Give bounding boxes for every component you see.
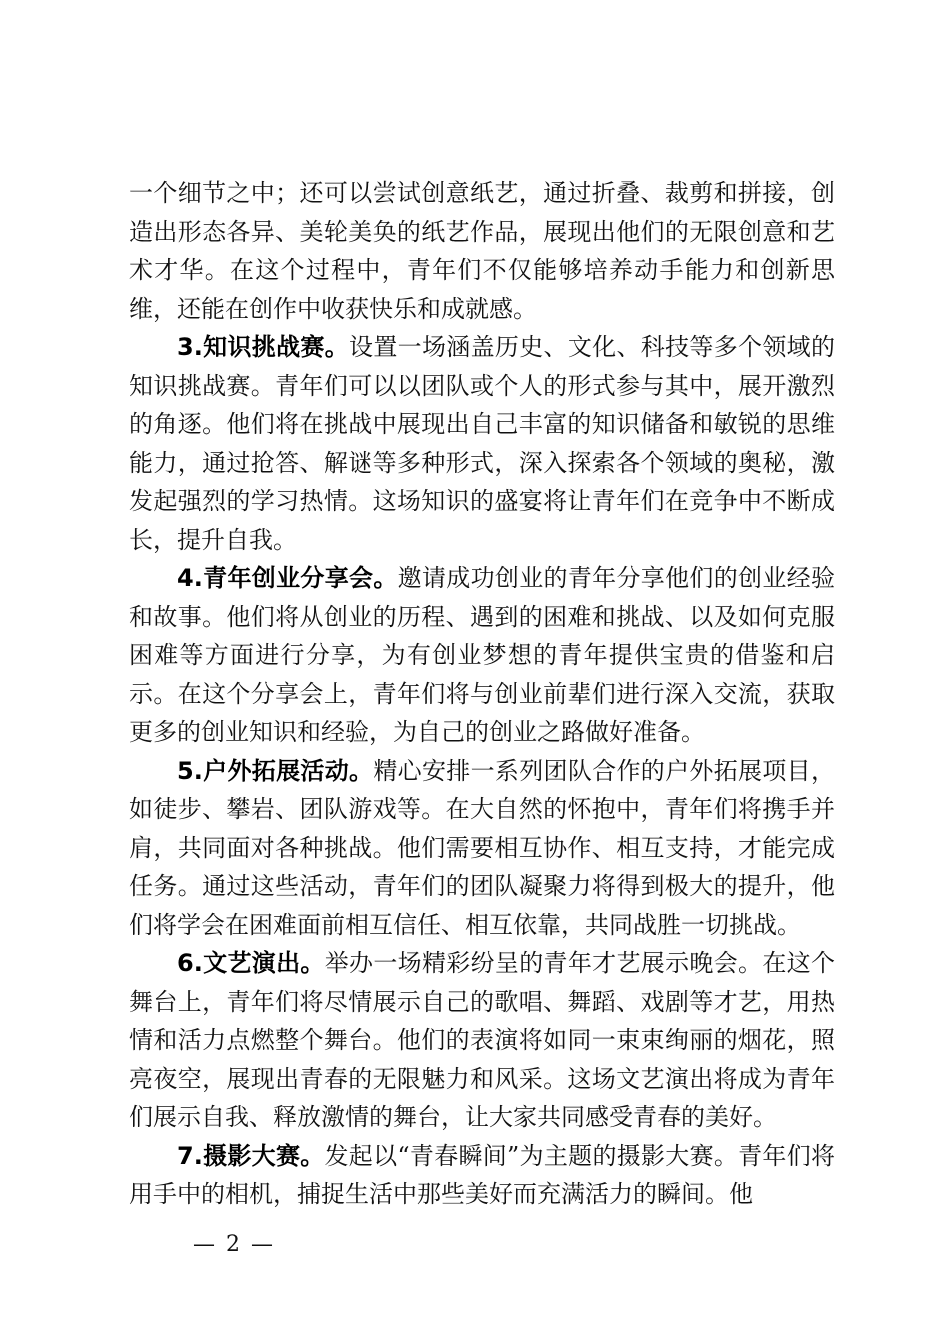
document-body [129, 174, 835, 1214]
paragraph-art-performance [129, 944, 835, 1137]
paragraph-heading: 7.摄影大赛。 [177, 1141, 325, 1170]
paragraph-outdoor-activity [129, 752, 835, 945]
paragraph-heading: 5.户外拓展活动。 [177, 756, 374, 785]
page-number: — 2 — [193, 1232, 275, 1257]
paragraph-continuation [129, 174, 835, 328]
paragraph-text: 一个细节之中；还可以尝试创意纸艺，通过折叠、裁剪和拼接，创造出形态各异、美轮美奂的纸艺作品，展现出他们的无限创意和艺术才华。在这个过程中，青年们不仅能够培养动手能力和创新思维，还能在创作中收获快乐和成就感。 [129, 179, 835, 323]
paragraph-photo-contest [129, 1137, 835, 1214]
paragraph-text: 发起以“青春瞬间”为主题的摄影大赛。青年们将用手中的相机，捕捉生活中那些美好而充满活力的瞬间。他 [129, 1141, 835, 1208]
paragraph-text: 精心安排一系列团队合作的户外拓展项目，如徒步、攀岩、团队游戏等。在大自然的怀抱中，青年们将携手并肩，共同面对各种挑战。他们需要相互协作、相互支持，才能完成任务。通过这些活动，青年们的团队凝聚力将得到极大的提升，他们将学会在困难面前相互信任、相互依靠，共同战胜一切挑战。 [129, 756, 835, 939]
paragraph-knowledge-challenge [129, 328, 835, 559]
paragraph-text: 邀请成功创业的青年分享他们的创业经验和故事。他们将从创业的历程、遇到的困难和挑战、以及如何克服困难等方面进行分享，为有创业梦想的青年提供宝贵的借鉴和启示。在这个分享会上，青年们将与创业前辈们进行深入交流，获取更多的创业知识和经验，为自己的创业之路做好准备。 [129, 564, 835, 746]
paragraph-heading: 4.青年创业分享会。 [177, 564, 398, 592]
paragraph-startup-sharing [129, 559, 835, 752]
paragraph-heading: 6.文艺演出。 [177, 949, 325, 977]
paragraph-text: 举办一场精彩纷呈的青年才艺展示晚会。在这个舞台上，青年们将尽情展示自己的歌唱、舞蹈、戏剧等才艺，用热情和活力点燃整个舞台。他们的表演将如同一束束绚丽的烟花，照亮夜空，展现出青春的无限魅力和风采。这场文艺演出将成为青年们展示自我、释放激情的舞台，让大家共同感受青春的美好。 [129, 949, 835, 1131]
paragraph-heading: 3.知识挑战赛。 [177, 333, 350, 361]
paragraph-text: 设置一场涵盖历史、文化、科技等多个领域的知识挑战赛。青年们可以以团队或个人的形式参与其中，展开激烈的角逐。他们将在挑战中展现出自己丰富的知识储备和敏锐的思维能力，通过抢答、解谜等多种形式，深入探索各个领域的奥秘，激发起强烈的学习热情。这场知识的盛宴将让青年们在竞争中不断成长，提升自我。 [129, 333, 836, 554]
